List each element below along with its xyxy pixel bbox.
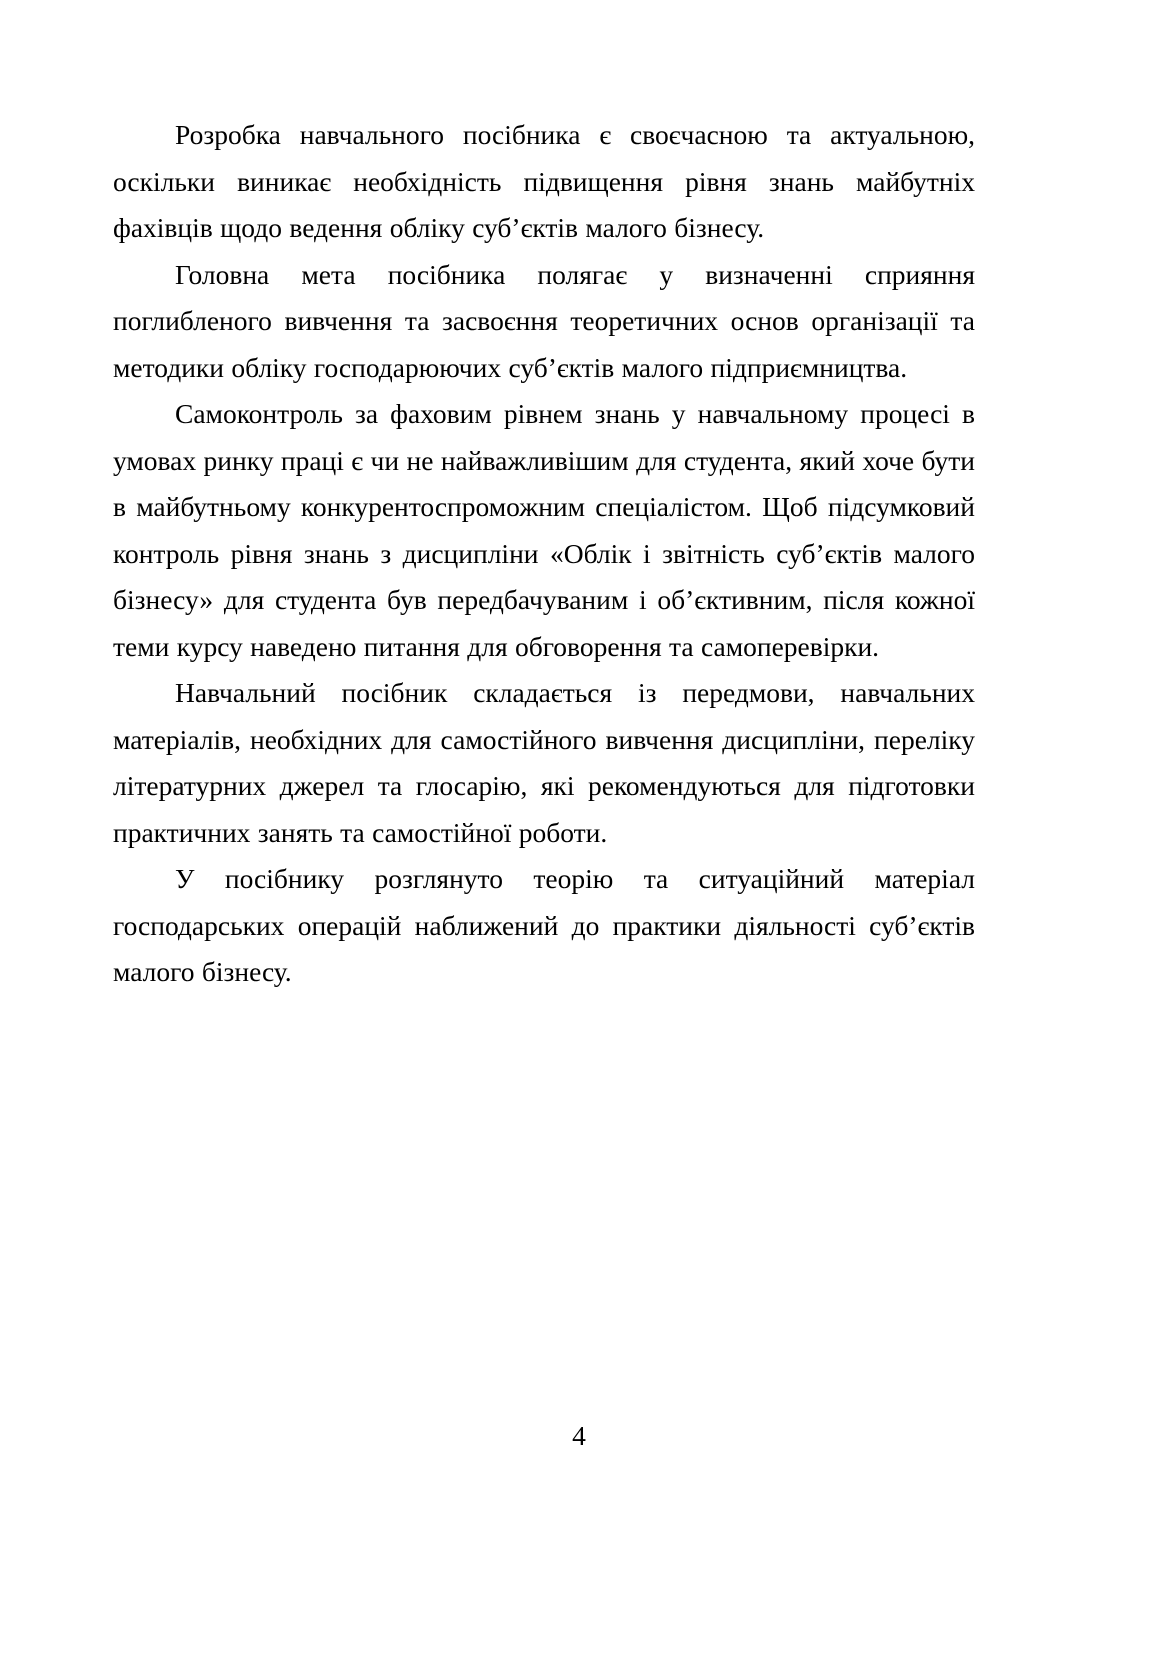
paragraph-3: Самоконтроль за фаховим рівнем знань у навчальному процесі в умовах ринку праці є чи не найважливішим для студента, який хоче бути в майбутньому конкурентоспроможним спеціалістом. Щоб підсумковий контроль рівня знань з дисципліни «Облік і звітність суб’єктів малого бізнесу» для студента був передбачуваним і об’єктивним, після кожної теми курсу наведено питання для обговорення та самоперевірки. — [113, 398, 975, 662]
paragraph-2: Головна мета посібника полягає у визначенні сприяння поглибленого вивчення та засвоєння теоретичних основ організації та методики обліку господарюючих суб’єктів малого підприємництва. — [113, 258, 975, 383]
paragraph-1: Розробка навчального посібника є своєчасною та актуальною, оскільки виникає необхідність підвищення рівня знань майбутніх фахівців щодо ведення обліку суб’єктів малого бізнесу. — [113, 119, 975, 243]
page-number: 4 — [572, 1420, 586, 1451]
paragraph-4: Навчальний посібник складається із передмови, навчальних матеріалів, необхідних для самостійного вивчення дисципліни, переліку літературних джерел та глосарію, які рекомендуються для підготовки практичних занять та самостійної роботи. — [113, 677, 975, 848]
page-body — [113, 112, 975, 996]
paragraph-5: У посібнику розглянуто теорію та ситуаційний матеріал господарських операцій наближений до практики діяльності суб’єктів малого бізнесу. — [113, 863, 975, 987]
